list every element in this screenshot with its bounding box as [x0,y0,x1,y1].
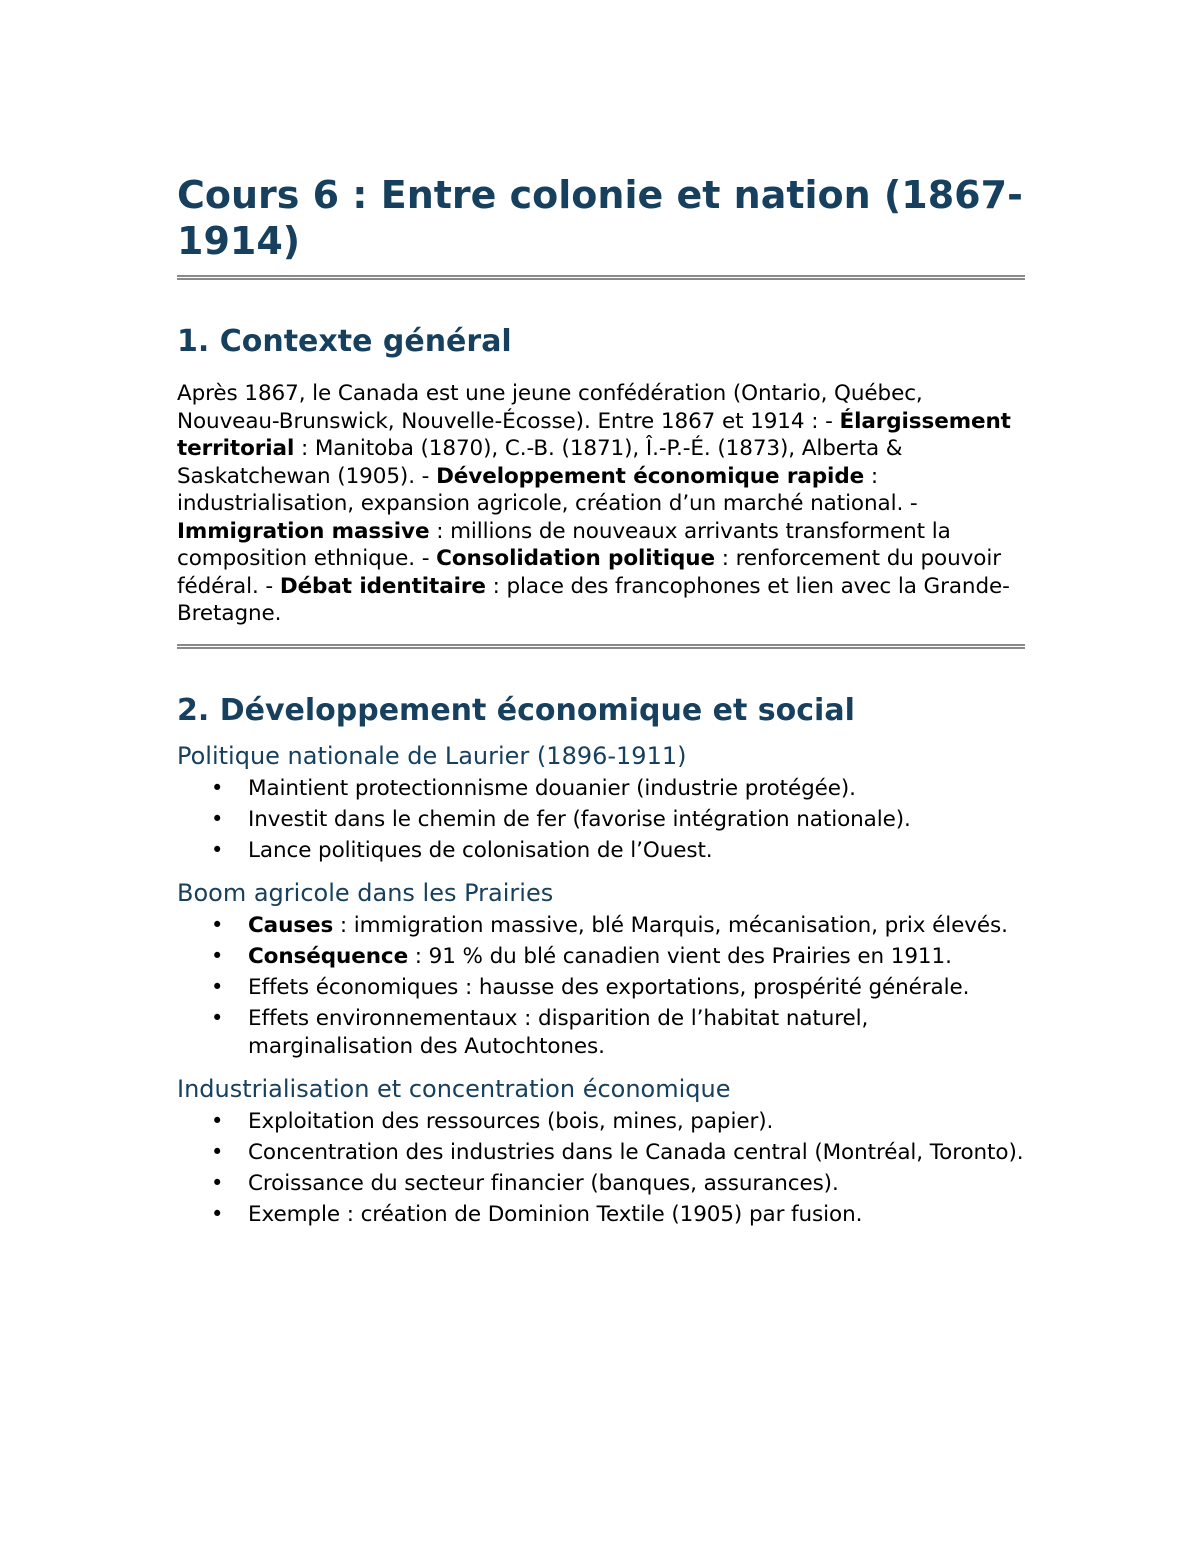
subsection-heading-boom-agricole: Boom agricole dans les Prairies [177,879,554,907]
paragraph-bold: Immigration massive [177,518,430,544]
subsection-heading-politique: Politique nationale de Laurier (1896-1911) [177,741,687,770]
list-item-text: : immigration massive, blé Marquis, mécanisation, prix élevés. [333,913,1008,938]
subsection-heading-industrialisation: Industrialisation et concentration économique [177,1075,731,1103]
list-item [177,943,1025,971]
bullet-icon: • [211,1006,224,1030]
list-item [177,912,1025,940]
paragraph-bold: Élargissement territorial [177,408,1011,461]
paragraph-bold: Consolidation politique [436,546,715,571]
section-heading-developpement: 2. Développement économique et social [177,692,855,728]
list-item [177,974,1025,1002]
bullet-icon: • [211,775,224,800]
list-item [177,1139,1025,1167]
paragraph-text: : millions de nouveaux arrivants transforment la composition ethnique. - [177,518,951,571]
bullet-list-boom-agricole [177,912,1025,1060]
bullet-icon: • [211,806,224,831]
section-paragraph-contexte [177,380,1025,628]
paragraph-text: : industrialisation, expansion agricole, création d’un marché national. - [177,463,918,516]
list-item [177,1108,1025,1136]
list-item-text: Exploitation des ressources (bois, mines, papier). [248,1109,774,1134]
bullet-list-politique [177,775,1025,865]
list-item-text: : 91 % du blé canadien vient des Prairies en 1911. [408,944,952,969]
list-item [177,775,1025,803]
section-heading-contexte: 1. Contexte général [177,324,512,359]
document-page [177,172,1025,1232]
bullet-icon: • [211,1202,224,1226]
list-item-text: Effets environnementaux : disparition de l’habitat naturel, marginalisation des Autochtones. [248,1006,869,1059]
list-item [177,806,1025,834]
paragraph-text: : renforcement du pouvoir fédéral. - [177,546,1001,599]
list-item [177,1005,1025,1060]
list-item [177,837,1025,865]
list-item-text: Investit dans le chemin de fer (favorise intégration nationale). [248,806,911,832]
paragraph-bold: Débat identitaire [279,573,486,599]
bullet-icon: • [211,1171,224,1195]
bullet-icon: • [211,913,224,937]
list-item-text: Exemple : création de Dominion Textile (1905) par fusion. [248,1202,863,1227]
bullet-icon: • [211,1109,224,1133]
list-item-text: Effets économiques : hausse des exportations, prospérité générale. [248,975,970,1000]
list-item [177,1201,1025,1229]
bullet-icon: • [211,1140,224,1164]
paragraph-text: : place des francophones et lien avec la Grande-Bretagne. [177,573,1010,626]
bullet-list-industrialisation [177,1108,1025,1229]
horizontal-rule [177,275,1025,280]
list-item-text: Maintient protectionnisme douanier (industrie protégée). [248,775,856,801]
list-item-text: Croissance du secteur financier (banques, assurances). [248,1171,839,1196]
horizontal-rule [177,644,1025,649]
page-title: Cours 6 : Entre colonie et nation (1867-1914) [177,173,1023,263]
paragraph-intro: Après 1867, le Canada est une jeune confédération (Ontario, Québec, Nouveau-Brunswick, Nouvelle-Écosse). Entre 1867 et 1914 : - [177,381,923,434]
bullet-icon: • [211,944,224,968]
list-item [177,1170,1025,1198]
bullet-icon: • [211,975,224,999]
list-item-text: Concentration des industries dans le Canada central (Montréal, Toronto). [248,1140,1024,1165]
list-item-text: Lance politiques de colonisation de l’Ouest. [248,837,713,863]
list-item-bold: Conséquence [248,944,409,969]
list-item-bold: Causes [248,913,334,938]
bullet-icon: • [211,837,224,862]
paragraph-text: : Manitoba (1870), C.-B. (1871), Î.-P.-É. (1873), Alberta & Saskatchewan (1905). - [177,436,903,489]
paragraph-bold: Développement économique rapide [436,463,865,489]
